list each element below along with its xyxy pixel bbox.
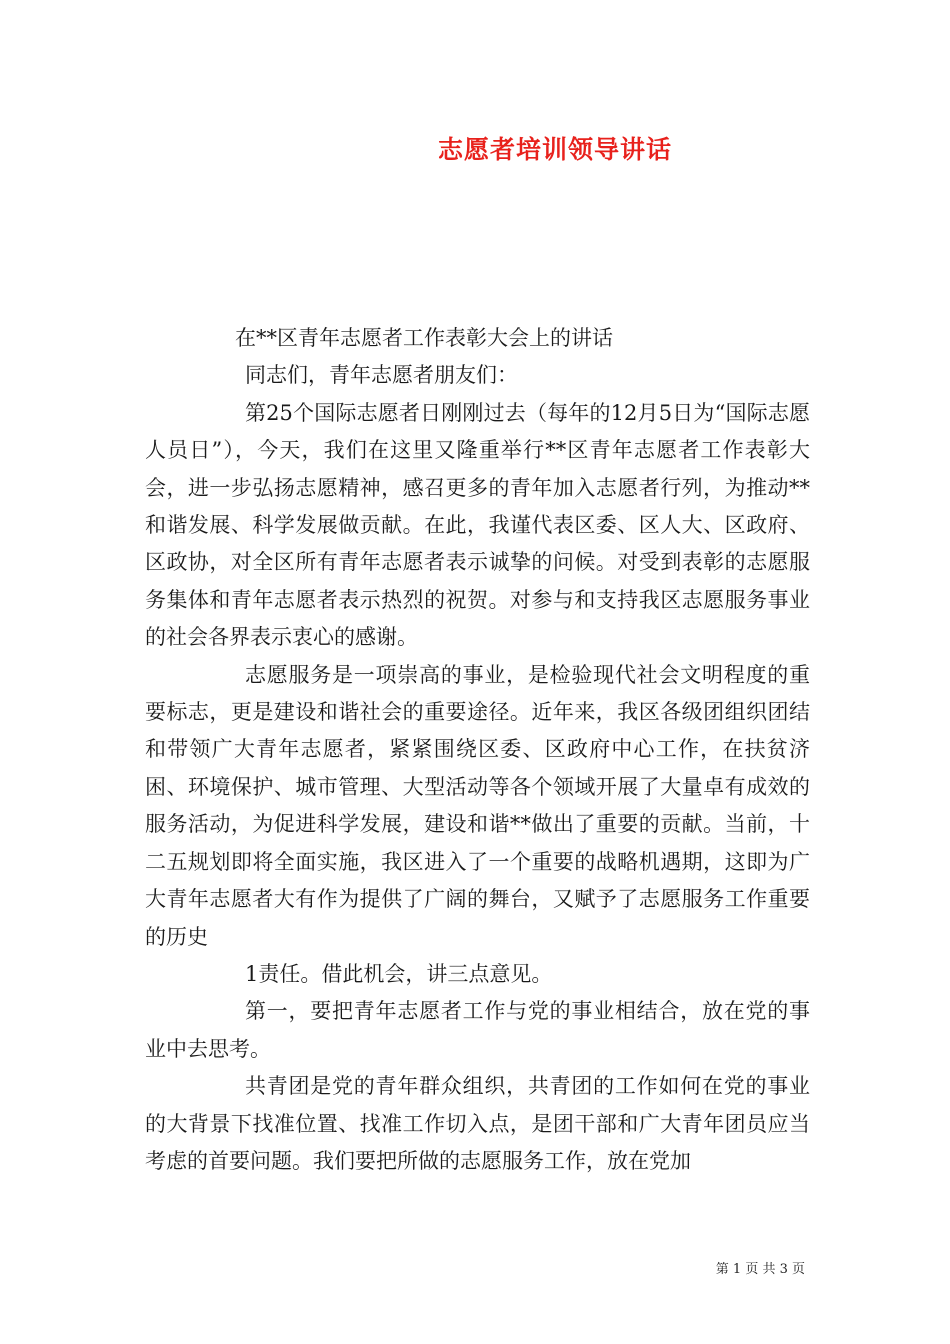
paragraph-4: 第一，要把青年志愿者工作与党的事业相结合，放在党的事业中去思考。 [145, 999, 810, 1061]
paragraph-1: 第25个国际志愿者日刚刚过去（每年的12月5日为“国际志愿人员日”），今天，我们在这里又隆重举行**区青年志愿者工作表彰大会，进一步弘扬志愿精神，感召更多的青年加入志愿者行列，为推动**和谐发展、科学发展做贡献。在此，我谨代表区委、区人大、区政府、区政协，对全区所有青年志愿者表示诚挚的问候。对受到表彰的志愿服务集体和青年志愿者表示热烈的祝贺。对参与和支持我区志愿服务事业的社会各界表示衷心的感谢。 [145, 400, 810, 650]
greeting: 同志们，青年志愿者朋友们： [245, 363, 518, 388]
paragraph-5: 共青团是党的青年群众组织，共青团的工作如何在党的事业的大背景下找准位置、找准工作切入点，是团干部和广大青年团员应当考虑的首要问题。我们要把所做的志愿服务工作，放在党加 [145, 1074, 810, 1173]
paragraph-2: 志愿服务是一项崇高的事业，是检验现代社会文明程度的重要标志，更是建设和谐社会的重要途径。近年来，我区各级团组织团结和带领广大青年志愿者，紧紧围绕区委、区政府中心工作，在扶贫济困、环境保护、城市管理、大型活动等各个领域开展了大量卓有成效的服务活动，为促进科学发展，建设和谐**做出了重要的贡献。当前，十二五规划即将全面实施，我区进入了一个重要的战略机遇期，这即为广大青年志愿者大有作为提供了广阔的舞台，又赋予了志愿服务工作重要的历史 [145, 662, 810, 949]
document-title: 志愿者培训领导讲话 [437, 135, 672, 164]
document-body [145, 320, 810, 1180]
page-footer: 第 1 页 共 3 页 [715, 1262, 805, 1277]
paragraph-3: 1责任。借此机会，讲三点意见。 [245, 961, 553, 986]
speech-subtitle: 在**区青年志愿者工作表彰大会上的讲话 [235, 326, 613, 350]
